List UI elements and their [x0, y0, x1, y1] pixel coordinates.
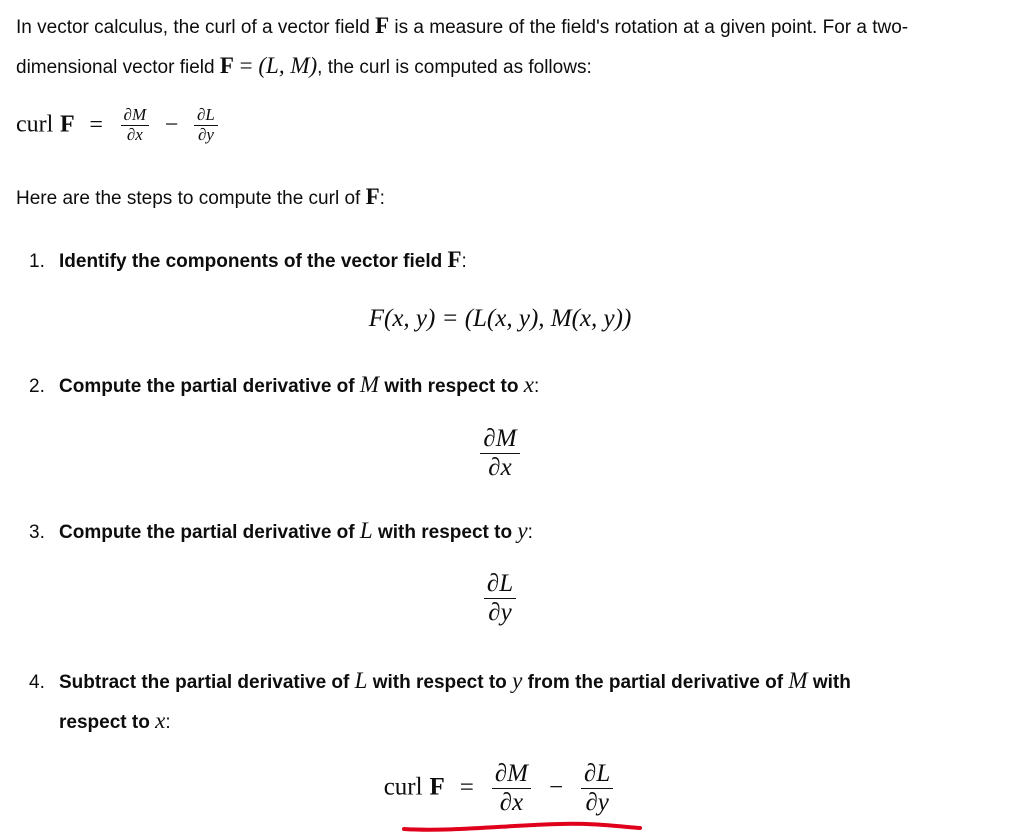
step-suffix: :: [461, 251, 467, 272]
step-3: [29, 512, 533, 552]
frac-numerator: ∂L: [197, 105, 215, 124]
intro-text-1: In vector calculus, the curl of a vector field: [16, 17, 376, 38]
curl-word: curl: [16, 111, 54, 138]
curl-formula-inline: [16, 106, 221, 144]
minus-sign: −: [548, 773, 564, 801]
intro-tuple: (L, M): [258, 53, 318, 78]
steps-intro-text: Here are the steps to compute the curl of: [16, 188, 366, 209]
steps-intro-colon: :: [379, 188, 385, 209]
step-3-display: [0, 570, 1000, 626]
step-2-display: [0, 425, 1000, 481]
step-var: y: [512, 668, 523, 693]
step-var: x: [155, 708, 166, 733]
frac-numerator: ∂L: [584, 760, 611, 787]
step-var: M: [359, 372, 380, 397]
fraction-dM-dx: [492, 760, 531, 816]
fraction-dL-dy: [194, 106, 218, 144]
step-number: 4.: [29, 672, 45, 693]
step-text: with respect to: [367, 672, 513, 693]
step-number: 2.: [29, 376, 45, 397]
step-var: M: [788, 668, 808, 693]
frac-numerator: ∂M: [494, 760, 529, 787]
frac-numerator: ∂L: [486, 570, 514, 597]
fraction-dM-dx: [121, 106, 150, 144]
step-text: from the partial derivative of: [522, 672, 789, 693]
intro-equals: =: [233, 53, 259, 78]
step-suffix: :: [165, 712, 171, 733]
step-2: [29, 366, 539, 406]
steps-intro: [16, 178, 385, 218]
frac-denominator: ∂x: [488, 453, 512, 481]
step-text: Compute the partial derivative of: [59, 376, 360, 397]
frac-numerator: ∂M: [483, 425, 517, 452]
step-text: Compute the partial derivative of: [59, 522, 360, 543]
curl-F-symbol: F: [59, 111, 75, 138]
intro-F-symbol: F: [375, 13, 390, 38]
frac-denominator: ∂y: [488, 598, 512, 626]
step-var: L: [354, 668, 368, 693]
curl-word: curl: [383, 773, 423, 801]
curl-F-symbol: F: [429, 773, 445, 801]
fraction-dM-dx: [480, 425, 519, 481]
intro-text-3: , the curl is computed as follows:: [317, 57, 592, 78]
step-text: with: [807, 672, 851, 693]
frac-numerator: ∂M: [123, 105, 147, 124]
step-4: [29, 662, 969, 742]
red-underline-annotation: [400, 816, 650, 836]
curl-equals: =: [89, 111, 103, 138]
step-1-equation: F(x, y) = (L(x, y), M(x, y)): [368, 305, 632, 332]
step-text: Identify the components of the vector field: [59, 251, 448, 272]
step-text: with respect to: [372, 522, 518, 543]
step-1: [29, 241, 467, 281]
step-var: x: [523, 372, 534, 397]
fraction-dL-dy: [581, 760, 613, 816]
frac-denominator: ∂y: [585, 788, 609, 816]
step-var: L: [359, 518, 373, 543]
fraction-dL-dy: [484, 570, 516, 626]
step-text: Subtract the partial derivative of: [59, 672, 355, 693]
step-text: with respect to: [379, 376, 524, 397]
step-var: y: [517, 518, 528, 543]
step-number: 1.: [29, 251, 45, 272]
frac-denominator: ∂x: [499, 788, 524, 816]
intro-text-2: is a measure of the field's rotation at a given point. For a two-dimensional vector field: [16, 17, 909, 78]
step-1-display: [0, 304, 1000, 333]
curl-equals: =: [459, 773, 474, 801]
minus-sign: −: [164, 111, 179, 138]
step-suffix: :: [527, 522, 533, 543]
step-number: 3.: [29, 522, 45, 543]
final-curl-formula: [0, 760, 1000, 816]
step-suffix: :: [533, 376, 540, 397]
frac-denominator: ∂x: [126, 124, 143, 144]
step-math: F: [447, 247, 462, 272]
intro-paragraph: [16, 7, 1001, 87]
intro-F-symbol-2: F: [219, 53, 234, 78]
step-text: respect to: [59, 712, 156, 733]
steps-intro-F: F: [365, 184, 380, 209]
frac-denominator: ∂y: [197, 124, 214, 144]
